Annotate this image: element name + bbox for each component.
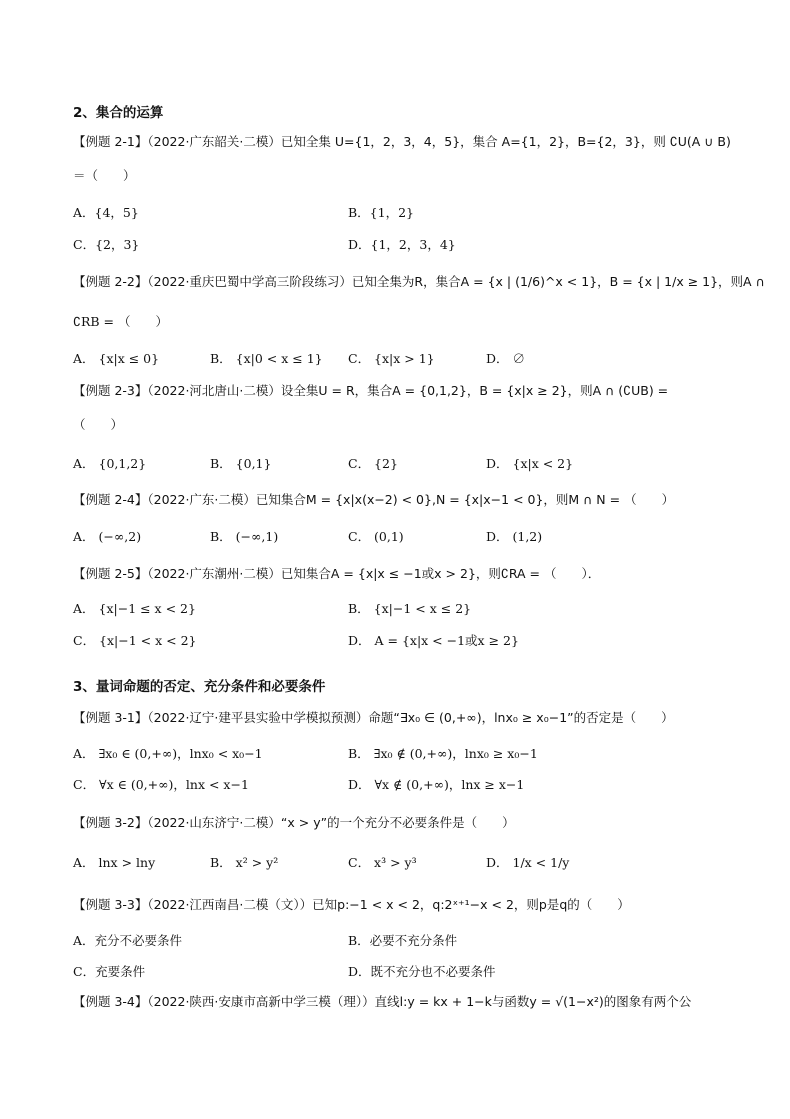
question-2-3-option-b: B． {0,1} — [210, 456, 272, 471]
question-2-1-stem-cont: ＝（ ） — [73, 168, 136, 183]
question-2-4-option-d: D． (1,2) — [486, 529, 543, 544]
question-2-5-stem: 【例题 2-5】（2022·广东潮州·二模）已知集合A = {x|x ≤ −1或x > 2}，则∁RA = （ ）． — [73, 566, 601, 581]
question-3-1-option-a: A． ∃x₀ ∈ (0,+∞)，lnx₀ < x₀−1 — [73, 746, 263, 761]
question-2-1-stem: 【例题 2-1】（2022·广东韶关·二模）已知全集 U={1，2，3，4，5}，集合 A={1，2}，B={2，3}，则 ∁U(A ∪ B) — [73, 134, 731, 149]
question-3-1-option-b: B． ∃x₀ ∉ (0,+∞)，lnx₀ ≥ x₀−1 — [348, 746, 538, 761]
question-2-3-option-d: D． {x|x < 2} — [486, 456, 574, 471]
question-2-2-option-c: C． {x|x > 1} — [348, 351, 435, 366]
question-2-1-option-d: D．{1，2，3，4} — [348, 237, 456, 252]
question-3-3-option-a: A．充分不必要条件 — [73, 933, 183, 948]
question-2-5-option-d: D． A = {x|x < −1或x ≥ 2} — [348, 633, 519, 648]
question-2-4-option-c: C． (0,1) — [348, 529, 404, 544]
question-2-3-option-c: C． {2} — [348, 456, 398, 471]
question-2-1-option-b: B．{1，2} — [348, 205, 414, 220]
section-2-heading: 2、集合的运算 — [73, 105, 164, 121]
question-3-1-stem: 【例题 3-1】（2022·辽宁·建平县实验中学模拟预测）命题“∃x₀ ∈ (0,+∞)，lnx₀ ≥ x₀−1”的否定是（ ） — [73, 710, 674, 725]
question-3-3-option-b: B．必要不充分条件 — [348, 933, 458, 948]
question-2-5-option-c: C． {x|−1 < x < 2} — [73, 633, 197, 648]
question-2-1-option-c: C．{2，3} — [73, 237, 140, 252]
question-2-4-stem: 【例题 2-4】（2022·广东·二模）已知集合M = {x|x(x−2) < 0},N = {x|x−1 < 0}，则M ∩ N = （ ） — [73, 492, 675, 507]
question-3-2-stem: 【例题 3-2】（2022·山东济宁·二模）“x > y”的一个充分不必要条件是（ ） — [73, 815, 515, 830]
question-2-3-stem: 【例题 2-3】（2022·河北唐山·二模）设全集U = R，集合A = {0,1,2}，B = {x|x ≥ 2}，则A ∩ (∁UB) = — [73, 383, 669, 398]
question-3-3-stem: 【例题 3-3】（2022·江西南昌·二模（文））已知p:−1 < x < 2，q:2ˣ⁺¹−x < 2，则p是q的（ ） — [73, 897, 630, 912]
question-2-2-option-d: D． ∅ — [486, 351, 525, 366]
question-2-4-option-a: A． (−∞,2) — [73, 529, 142, 544]
question-2-2-option-b: B． {x|0 < x ≤ 1} — [210, 351, 323, 366]
question-3-2-option-b: B． x² > y² — [210, 855, 279, 870]
question-2-3-stem-cont: （ ） — [73, 417, 124, 432]
question-2-5-option-b: B． {x|−1 < x ≤ 2} — [348, 601, 472, 616]
question-2-3-option-a: A． {0,1,2} — [73, 456, 147, 471]
question-3-2-option-a: A． lnx > lny — [73, 855, 156, 870]
question-2-2-stem: 【例题 2-2】（2022·重庆巴蜀中学高三阶段练习）已知全集为R，集合A = {x | (1/6)^x < 1}，B = {x | 1/x ≥ 1}，则A ∩ — [73, 274, 765, 289]
question-2-2-option-a: A． {x|x ≤ 0} — [73, 351, 160, 366]
question-2-5-option-a: A． {x|−1 ≤ x < 2} — [73, 601, 196, 616]
question-3-3-option-c: C．充要条件 — [73, 964, 146, 979]
question-3-3-option-d: D．既不充分也不必要条件 — [348, 964, 496, 979]
question-2-1-option-a: A．{4，5} — [73, 205, 139, 220]
question-3-2-option-c: C． x³ > y³ — [348, 855, 417, 870]
question-3-4-stem: 【例题 3-4】（2022·陕西·安康市高新中学三模（理））直线l:y = kx + 1−k与函数y = √(1−x²)的图象有两个公 — [73, 994, 692, 1009]
section-3-heading: 3、量词命题的否定、充分条件和必要条件 — [73, 679, 326, 695]
question-2-4-option-b: B． (−∞,1) — [210, 529, 279, 544]
question-3-1-option-d: D． ∀x ∉ (0,+∞)，lnx ≥ x−1 — [348, 777, 525, 792]
question-3-1-option-c: C． ∀x ∈ (0,+∞)，lnx < x−1 — [73, 777, 249, 792]
question-3-2-option-d: D． 1/x < 1/y — [486, 855, 570, 870]
question-2-2-stem-cont: ∁RB = （ ） — [73, 314, 168, 329]
